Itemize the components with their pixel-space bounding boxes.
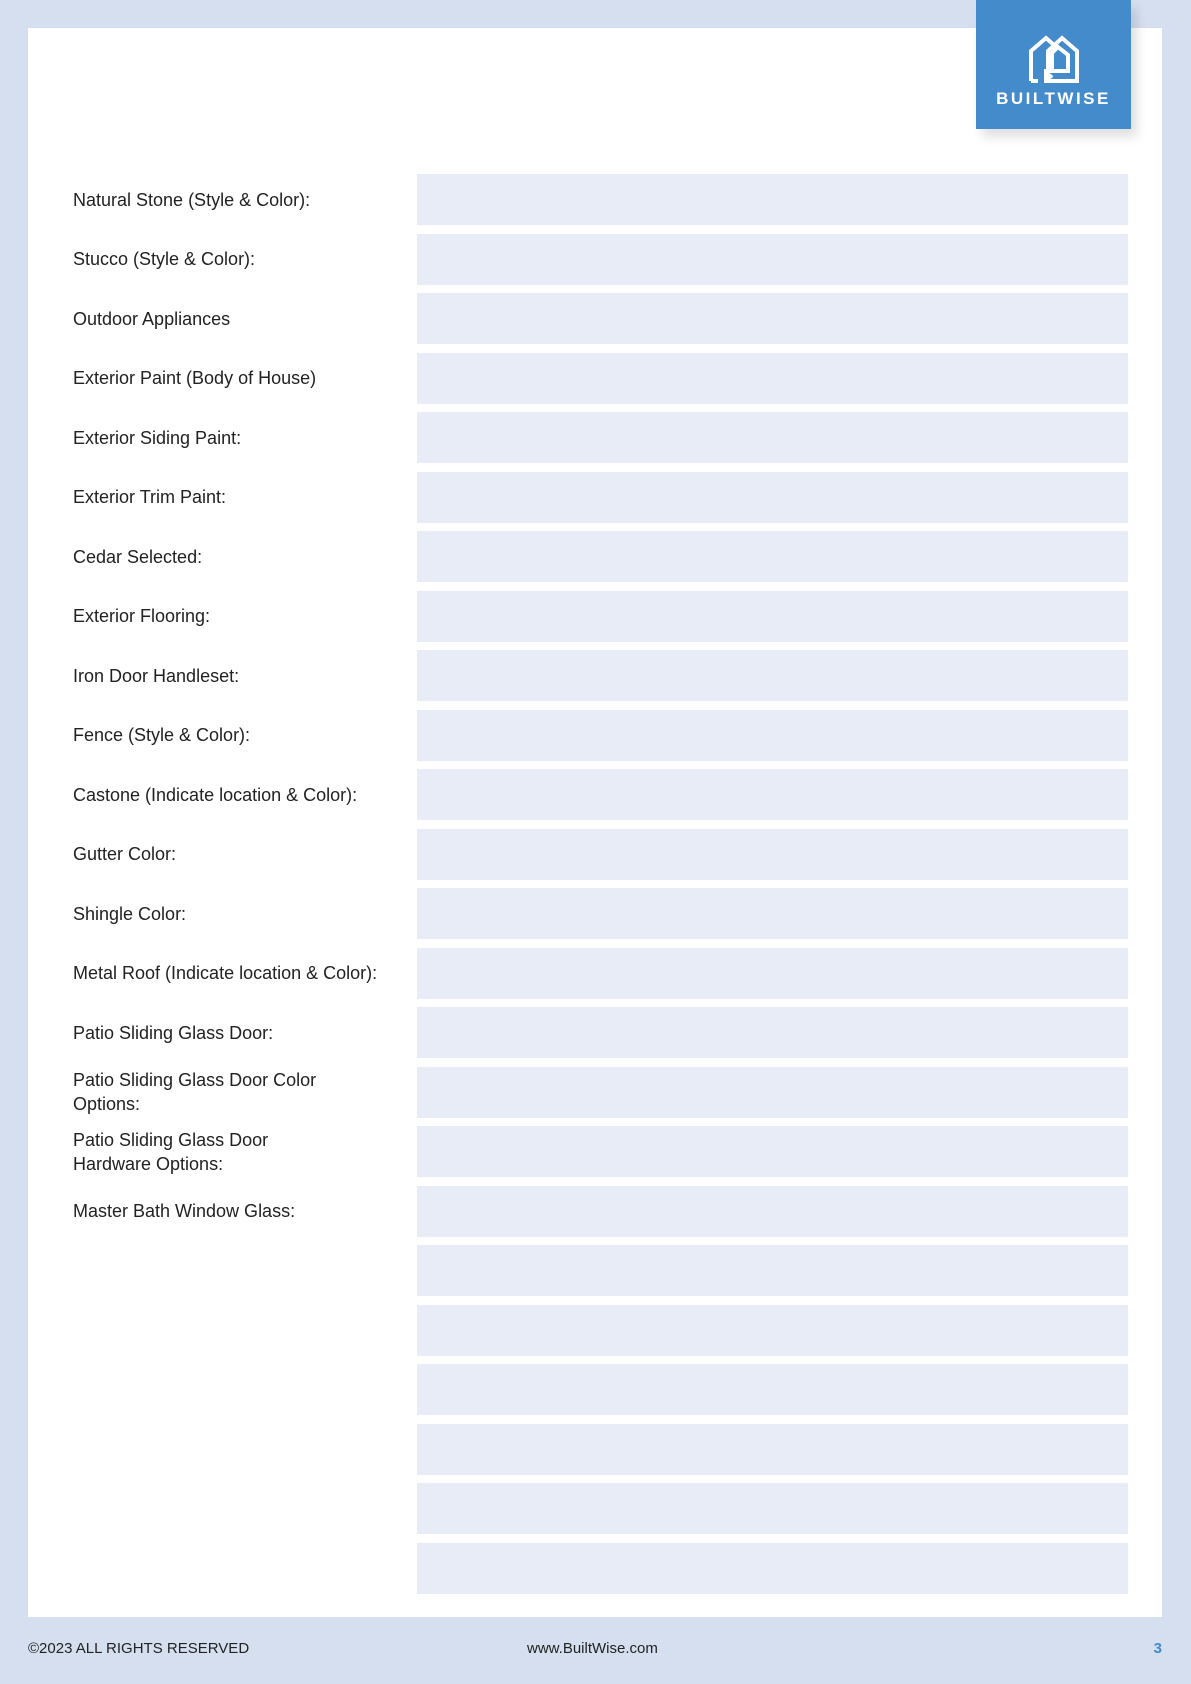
copyright: ©2023 ALL RIGHTS RESERVED [28, 1640, 250, 1657]
website-link[interactable]: www.BuiltWise.com [527, 1640, 658, 1657]
field-label [73, 1364, 413, 1415]
form-row [0, 1364, 1191, 1415]
field-label: Gutter Color: [73, 844, 177, 864]
field-label: Fence (Style & Color): [73, 725, 251, 745]
input-field[interactable] [417, 293, 1128, 344]
input-field[interactable] [417, 1126, 1128, 1177]
field-label: Exterior Trim Paint: [73, 487, 227, 507]
field-label: Patio Sliding Glass Door: [73, 1022, 274, 1043]
input-field[interactable] [417, 888, 1128, 939]
input-field[interactable] [417, 1483, 1128, 1534]
field-label: Metal Roof (Indicate location & Color): [73, 963, 378, 983]
field-label: Stucco (Style & Color): [73, 249, 256, 269]
input-field[interactable] [417, 1364, 1128, 1415]
input-field[interactable] [417, 650, 1128, 701]
input-field[interactable] [417, 1305, 1128, 1356]
field-label: Shingle Color: [73, 903, 187, 924]
input-field[interactable] [417, 353, 1128, 404]
page-number: 3 [1153, 1640, 1162, 1657]
field-label: Exterior Paint (Body of House) [73, 368, 317, 388]
form-row [0, 888, 1191, 939]
input-field[interactable] [417, 1067, 1128, 1118]
form-row [0, 174, 1191, 225]
brand-name: BUILTWISE [996, 89, 1111, 108]
input-field[interactable] [417, 174, 1128, 225]
form-row [0, 710, 1191, 761]
form-row [0, 472, 1191, 523]
field-label [73, 1305, 413, 1356]
form-row [0, 1067, 1191, 1118]
input-field[interactable] [417, 1424, 1128, 1475]
input-field[interactable] [417, 1543, 1128, 1594]
form-row [0, 234, 1191, 285]
form-row [0, 948, 1191, 999]
form-row [0, 1126, 1191, 1177]
field-label: Outdoor Appliances [73, 308, 231, 329]
input-field[interactable] [417, 412, 1128, 463]
field-label [73, 1245, 413, 1296]
form-row [0, 1424, 1191, 1475]
input-field[interactable] [417, 1007, 1128, 1058]
input-field[interactable] [417, 710, 1128, 761]
form-row [0, 1305, 1191, 1356]
form-row [0, 353, 1191, 404]
form-row [0, 1186, 1191, 1237]
form-row [0, 829, 1191, 880]
field-label [73, 1424, 413, 1475]
form-rows [0, 174, 1191, 1602]
form-row [0, 1483, 1191, 1534]
input-field[interactable] [417, 1245, 1128, 1296]
input-field[interactable] [417, 531, 1128, 582]
field-label: Patio Sliding Glass Door Color Options: [73, 1070, 317, 1114]
input-field[interactable] [417, 1186, 1128, 1237]
form-row [0, 412, 1191, 463]
field-label: Patio Sliding Glass Door Hardware Options: [73, 1129, 269, 1174]
form-row [0, 1543, 1191, 1594]
form-row [0, 650, 1191, 701]
form-row [0, 1245, 1191, 1296]
input-field[interactable] [417, 472, 1128, 523]
field-label: Natural Stone (Style & Color): [73, 189, 311, 210]
field-label [73, 1543, 413, 1594]
builtwise-logo [976, 0, 1131, 129]
form-row [0, 293, 1191, 344]
field-label: Exterior Siding Paint: [73, 427, 242, 448]
field-label: Master Bath Window Glass: [73, 1201, 296, 1221]
form-row [0, 1007, 1191, 1058]
input-field[interactable] [417, 234, 1128, 285]
input-field[interactable] [417, 769, 1128, 820]
form-row [0, 769, 1191, 820]
house-chat-icon [1028, 35, 1080, 83]
form-row [0, 531, 1191, 582]
input-field[interactable] [417, 948, 1128, 999]
input-field[interactable] [417, 829, 1128, 880]
input-field[interactable] [417, 591, 1128, 642]
form-row [0, 591, 1191, 642]
field-label [73, 1483, 413, 1534]
field-label: Exterior Flooring: [73, 606, 211, 626]
field-label: Iron Door Handleset: [73, 665, 240, 686]
field-label: Cedar Selected: [73, 546, 203, 567]
field-label: Castone (Indicate location & Color): [73, 784, 358, 805]
